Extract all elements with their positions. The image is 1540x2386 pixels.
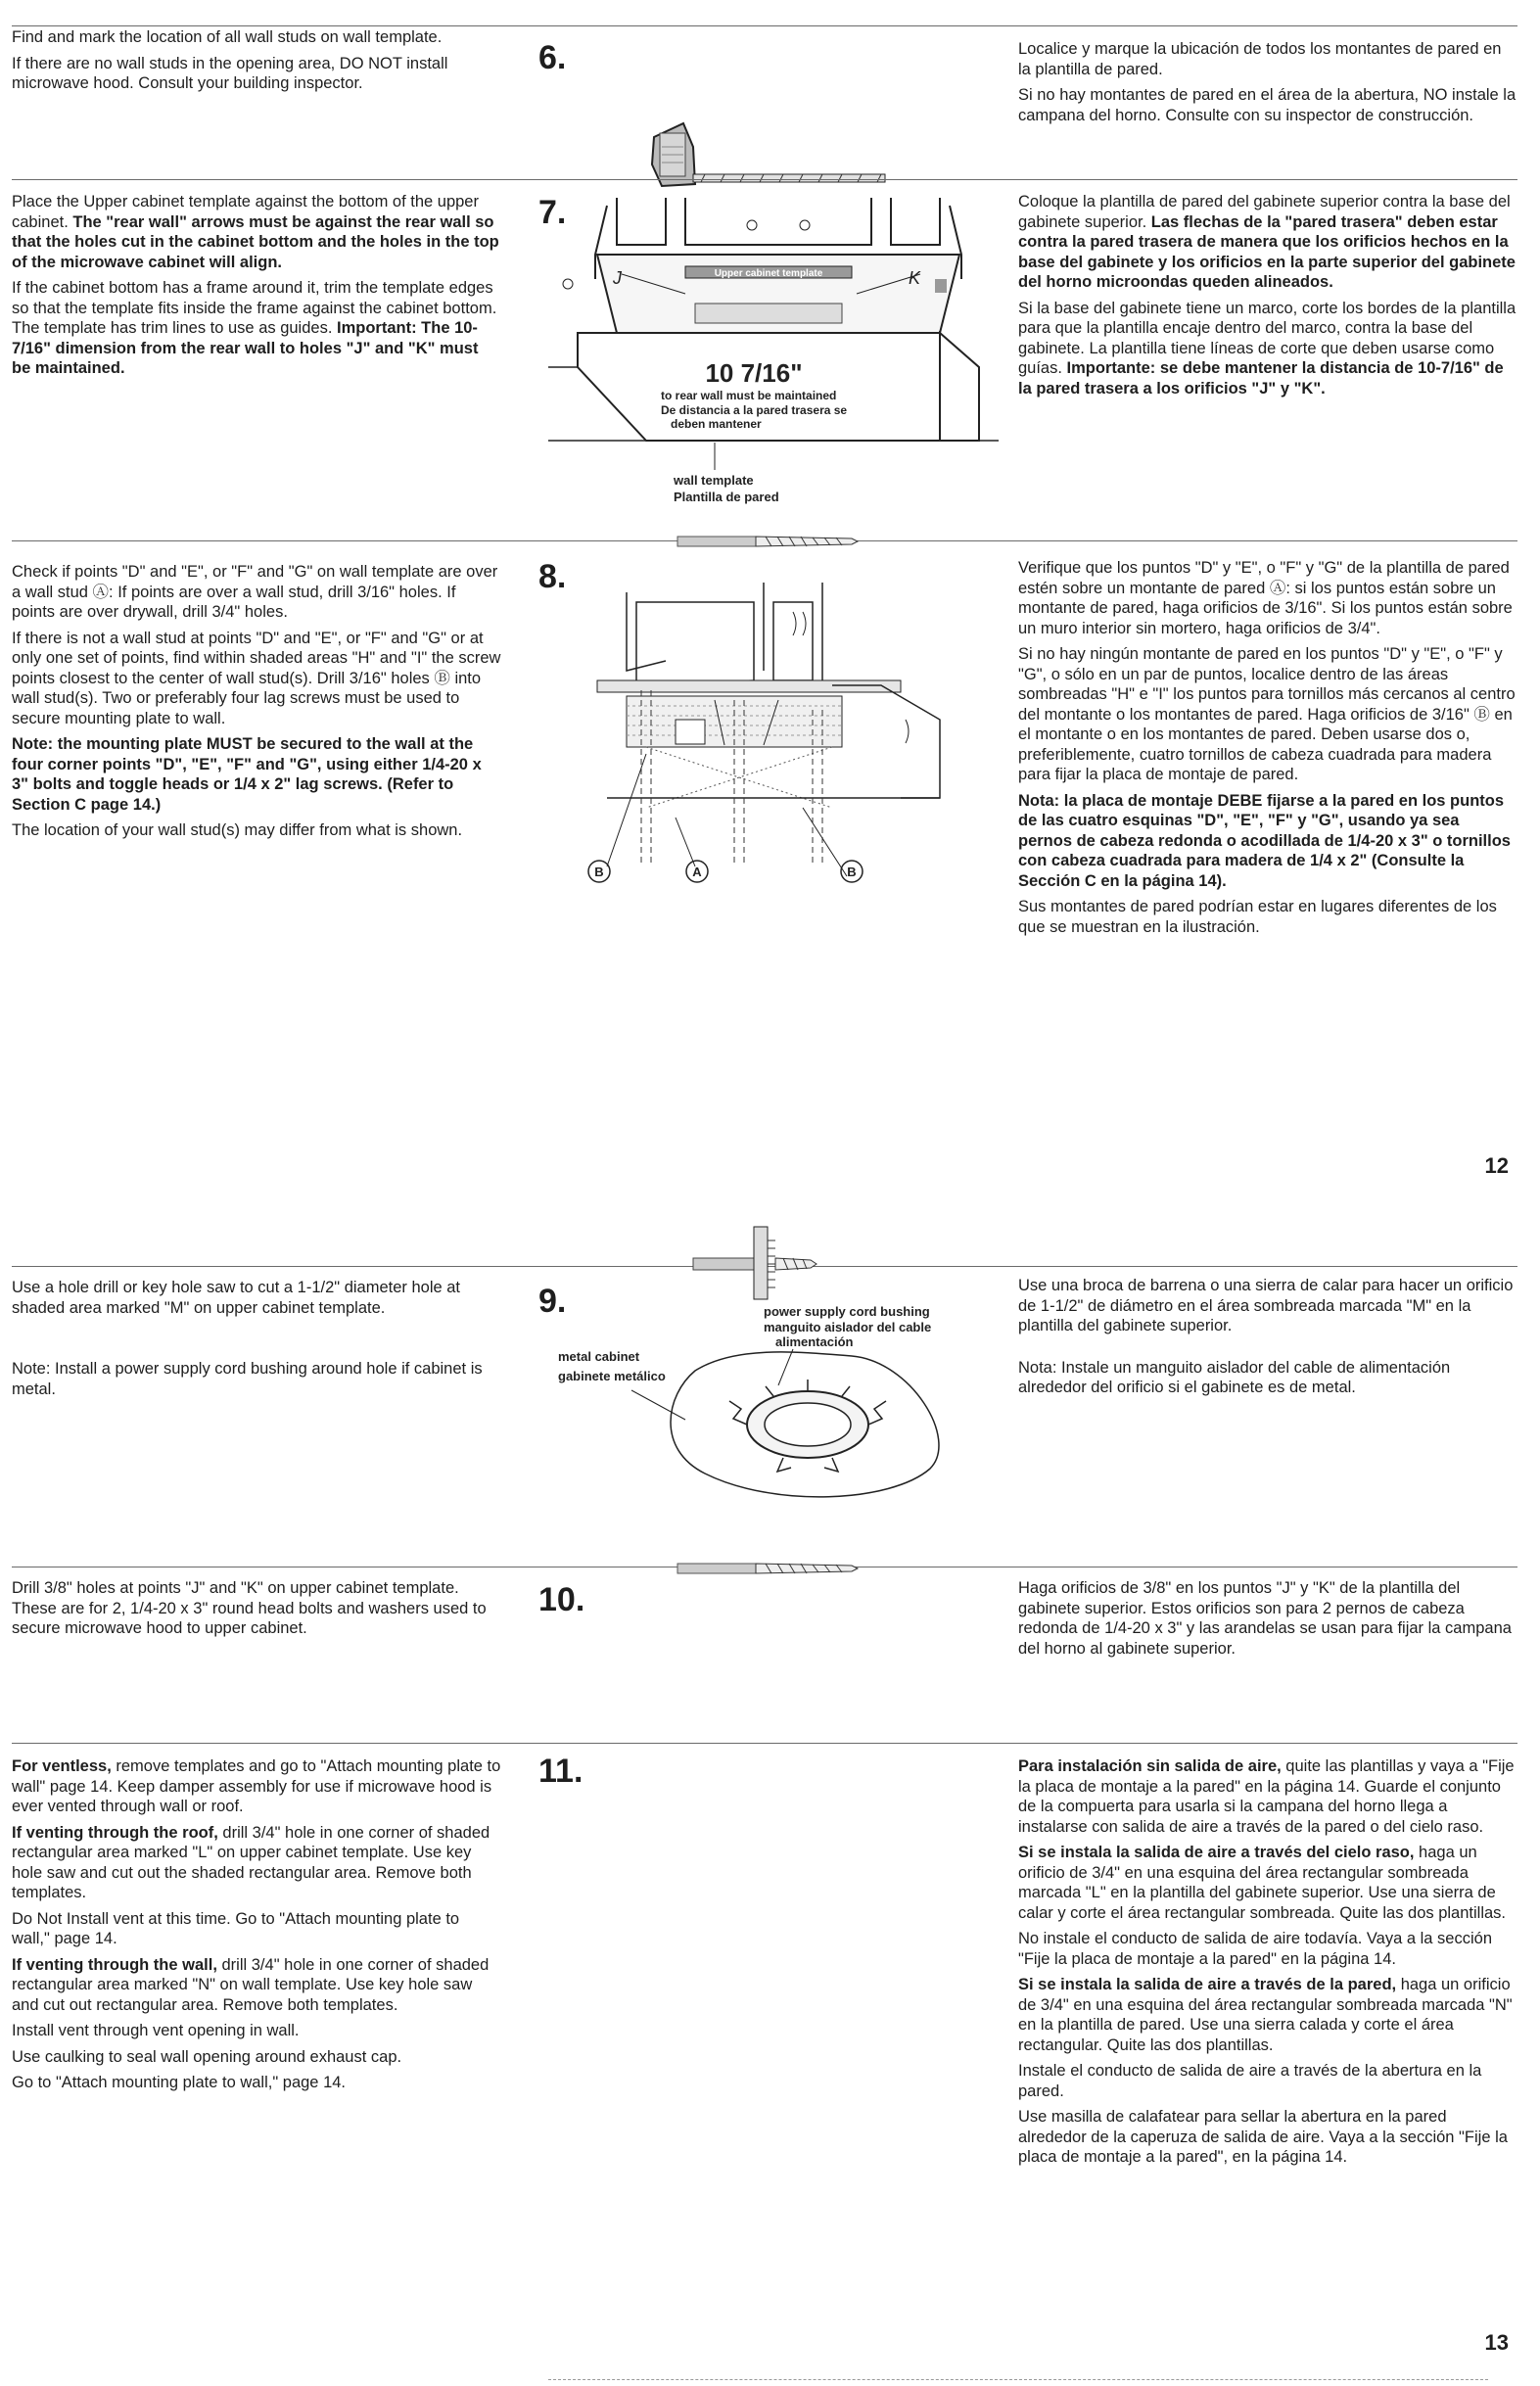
dimension-value: 10 7/16"	[705, 358, 803, 388]
bold-text: If venting through the roof,	[12, 1823, 218, 1842]
step-7-english	[12, 192, 501, 385]
paragraph	[1018, 192, 1517, 293]
step-10-spanish	[1018, 1578, 1517, 1664]
step-number: 6.	[538, 39, 567, 76]
callout-b: B	[594, 865, 604, 879]
drill-bit-icon	[676, 1561, 862, 1576]
step-10-english	[12, 1578, 501, 1645]
paragraph: Verifique que los puntos "D" y "E", o "F" y "G" de la plantilla de pared estén sobre un montante de pared Ⓐ: si los puntos están sobre un montante de pared, haga orificios de 3/16". Si los puntos están sobre un muro interior sin mortero, haga orificios de 3/4".	[1018, 559, 1513, 637]
power-cord-bushing-icon	[685, 1219, 822, 1307]
wall-stud-illustration	[568, 573, 999, 915]
paragraph	[1018, 1975, 1517, 2055]
cabinet-label-english: metal cabinet	[558, 1349, 640, 1364]
paragraph	[12, 278, 501, 379]
footer-edge	[548, 2379, 1488, 2380]
paragraph: Note: Install a power supply cord bushing around hole if cabinet is metal.	[12, 1360, 483, 1398]
paragraph: Go to "Attach mounting plate to wall," page 14.	[12, 2074, 347, 2091]
text: Place the Upper cabinet template against the bottom of the upper cabinet.	[12, 193, 479, 231]
paragraph: Check if points "D" and "E", or "F" and "G" on wall template are over a wall stud Ⓐ: If points are over a wall stud, drill 3/16" holes. If points are over drywall, drill 3/4" holes.	[12, 563, 498, 621]
section-divider	[12, 25, 1517, 26]
step-6-english	[12, 27, 501, 100]
paragraph: Find and mark the location of all wall studs on wall template.	[12, 28, 443, 46]
bold-text: Para instalación sin salida de aire,	[1018, 1757, 1282, 1775]
cabinet-label-spanish: gabinete metálico	[558, 1369, 666, 1383]
text: haga un orificio de 3/4" en una esquina del área rectangular sombreada marcada "L" en la plantilla del gabinete superior. Use una sierra de calar y corte el área rectangular sombreada. Quite las dos plantillas.	[1018, 1844, 1507, 1922]
step-number: 11.	[538, 1753, 583, 1790]
bold-text: Si se instala la salida de aire a través del cielo raso,	[1018, 1844, 1415, 1861]
bushing-label-spanish: manguito aislador del cable	[764, 1320, 932, 1334]
text: Si la base del gabinete tiene un marco, corte los bordes de la plantilla para que la plantilla encaje dentro del marco, contra la base del gabinete. La plantilla tiene líneas de corte que deben usarse como guías.	[1018, 299, 1517, 377]
hole-j-label: J	[613, 268, 622, 288]
step-7-spanish	[1018, 192, 1517, 404]
bushing-label-spanish-cont: alimentación	[775, 1334, 854, 1349]
text: haga un orificio de 3/4" en una esquina del área rectangular sombreada marcada "N" en la plantilla de pared. Use una sierra calada y corte el área rectangular. Quite las dos plantillas.	[1018, 1976, 1513, 2054]
upper-cabinet-template-illustration	[548, 186, 999, 509]
paragraph: Instale el conducto de salida de aire a través de la abertura en la pared.	[1018, 2062, 1482, 2100]
paragraph: Nota: Instale un manguito aislador del cable de alimentación alrededor del orificio si el gabinete es de metal.	[1018, 1358, 1451, 1396]
paragraph: Si no hay montantes de pared en el área de la abertura, NO instale la campana del horno. Consulte con su inspector de construcción.	[1018, 86, 1517, 124]
metal-cabinet-illustration	[558, 1302, 989, 1508]
dimension-note-spanish: De distancia a la pared trasera se	[661, 403, 848, 417]
paragraph: Use a hole drill or key hole saw to cut a 1-1/2" diameter hole at shaded area marked "M" on upper cabinet template.	[12, 1279, 461, 1317]
paragraph: If there are no wall studs in the opening area, DO NOT install microwave hood. Consult your building inspector.	[12, 54, 448, 92]
step-6-spanish	[1018, 39, 1517, 131]
text: Coloque la plantilla de pared del gabinete superior contra la base del gabinete superior.	[1018, 193, 1511, 231]
paragraph	[12, 1823, 501, 1903]
step-8-english	[12, 562, 501, 847]
step-9-spanish	[1018, 1276, 1517, 1404]
callout-b: B	[847, 865, 857, 879]
bold-text: Note: the mounting plate MUST be secured to the wall at the four corner points "D", "E", "F" and "G", using either 1/4-20 x 3" bolts and toggle heads or 1/4 x 2" lag screws. (Refer to Section C page 14.)	[12, 735, 482, 814]
page-number: 13	[1484, 2330, 1509, 2355]
text: drill 3/4" hole in one corner of shaded rectangular area marked "L" on upper cabinet template. Use key hole saw and cut out the shaded rectangular area. Remove both templates.	[12, 1823, 490, 1901]
paragraph: Use masilla de calafatear para sellar la abertura en la pared alrededor de la caperuza de salida de aire. Vaya a la sección "Fije la placa de montaje a la pared", en la página 14.	[1018, 2108, 1508, 2166]
text: drill 3/4" hole in one corner of shaded rectangular area marked "N" on wall template. Use key hole saw and cut out rectangular area. Remove both templates.	[12, 1955, 490, 2014]
bold-text: The "rear wall" arrows must be against the rear wall so that the holes cut in the cabinet bottom and the holes in the top of the microwave cabinet will align.	[12, 212, 499, 271]
dimension-note-spanish-cont: deben mantener	[671, 417, 762, 431]
paragraph	[12, 1756, 501, 1817]
bold-text: For ventless,	[12, 1757, 112, 1775]
section-divider	[12, 179, 1517, 180]
paragraph: Use caulking to seal wall opening around exhaust cap.	[12, 2047, 402, 2066]
paragraph: Drill 3/8" holes at points "J" and "K" on upper cabinet template. These are for 2, 1/4-20 x 3" round head bolts and washers used to secure microwave hood to upper cabinet.	[12, 1579, 487, 1637]
text: quite las plantillas y vaya a "Fije la placa de montaje a la pared" en la página 14. Guarde el conjunto de la compuerta para usarla si la campana del horno llega a instalarse con salida de aire a través de la pared o del cielo raso.	[1018, 1757, 1515, 1836]
paragraph: No instale el conducto de salida de aire todavía. Vaya a la sección "Fije la placa de montaje a la pared" en la página 14.	[1018, 1930, 1492, 1968]
step-8-spanish	[1018, 558, 1517, 943]
step-number: 8.	[538, 558, 567, 595]
paragraph	[12, 734, 501, 815]
text: remove templates and go to "Attach mounting plate to wall" page 14. Keep damper assembly for use if microwave hood is ever vented through wall or roof.	[12, 1757, 501, 1815]
step-11-spanish	[1018, 1756, 1517, 2174]
paragraph	[1018, 1843, 1517, 1923]
template-label: Upper cabinet template	[714, 268, 823, 279]
section-divider	[12, 1743, 1517, 1744]
hole-k-label: K	[909, 268, 921, 288]
tape-measure-illustration	[627, 108, 901, 196]
paragraph: The location of your wall stud(s) may differ from what is shown.	[12, 821, 463, 839]
paragraph	[1018, 791, 1517, 892]
bold-text: Important: The 10-7/16" dimension from the rear wall to holes "J" and "K" must be maintained.	[12, 319, 479, 377]
bold-text: If venting through the wall,	[12, 1955, 217, 1974]
paragraph: If there is not a wall stud at points "D" and "E", or "F" and "G" or at only one set of points, find within shaded areas "H" and "I" the screw points closest to the center of wall stud(s). Drill 3/16" holes Ⓑ into wall stud(s). Two or preferably four lag screws must be used to secure mounting plate to wall.	[12, 629, 501, 727]
step-number: 9.	[538, 1283, 567, 1320]
step-number: 10.	[538, 1581, 585, 1618]
bold-text: Nota: la placa de montaje DEBE fijarse a la pared en los puntos de las cuatro esquinas "D", "E", "F" y "G", usando ya sea pernos de cabeza redonda o acodillada de 1/4-20 x 3" o tornillos con cabeza cuadrada para madera de 1/4 x 2" (Consulte la Sección C en la página 14).	[1018, 791, 1511, 890]
paragraph: Si no hay ningún montante de pared en los puntos "D" y "E", o "F" y "G", o sólo en un par de puntos, localice dentro de las áreas sombreadas "H" e "I" los puntos para tornillos más cercanos al centro del montante o los montantes de pared. Haga orificios de 3/16" Ⓑ en el montante o en los montantes de pared. Deben usarse dos o, preferiblemente, cuatro tornillos de cabeza cuadrada para madera para fijar la placa de montaje de pared.	[1018, 645, 1516, 783]
wall-template-label: wall template	[674, 473, 754, 488]
bold-text: Importante: se debe mantener la distancia de 10-7/16" de la pared trasera a los orificios "J" y "K".	[1018, 359, 1504, 398]
step-9-english	[12, 1278, 501, 1405]
paragraph: Sus montantes de pared podrían estar en lugares diferentes de los que se muestran en la ilustración.	[1018, 898, 1497, 936]
paragraph: Do Not Install vent at this time. Go to "Attach mounting plate to wall," page 14.	[12, 1909, 460, 1947]
text: If the cabinet bottom has a frame around it, trim the template edges so that the template fits inside the frame against the cabinet bottom. The template has trim lines to use as guides.	[12, 279, 497, 337]
step-11-english	[12, 1756, 501, 2099]
paragraph: Localice y marque la ubicación de todos los montantes de pared en la plantilla de pared.	[1018, 40, 1502, 78]
paragraph: Use una broca de barrena o una sierra de calar para hacer un orificio de 1-1/2" de diámetro en el área sombreada marcada "M" en la plantilla del gabinete superior.	[1018, 1277, 1514, 1334]
paragraph: Install vent through vent opening in wall.	[12, 2022, 300, 2039]
bushing-label-english: power supply cord bushing	[764, 1304, 930, 1319]
paragraph	[1018, 1756, 1517, 1837]
paragraph	[12, 192, 501, 272]
callout-a: A	[692, 865, 702, 879]
page-number: 12	[1484, 1153, 1509, 1178]
paragraph: Haga orificios de 3/8" en los puntos "J" y "K" de la plantilla del gabinete superior. Estos orificios son para 2 pernos de cabeza redonda de 1/4-20 x 3" y las arandelas se usan para fijar la campana del horno al gabinete superior.	[1018, 1579, 1512, 1658]
step-number: 7.	[538, 194, 567, 231]
wall-template-label-spanish: Plantilla de pared	[674, 490, 779, 504]
paragraph	[1018, 299, 1517, 399]
drill-bit-icon	[676, 534, 862, 549]
dimension-note-english: to rear wall must be maintained	[661, 389, 837, 402]
paragraph	[12, 1955, 501, 2016]
bold-text: Si se instala la salida de aire a través de la pared,	[1018, 1976, 1397, 1993]
bold-text: Las flechas de la "pared trasera" deben estar contra la pared trasera de manera que los orificios hechos en la base del gabinete y los orificios en la parte superior del gabinete del horno microondas queden alineados.	[1018, 212, 1516, 291]
